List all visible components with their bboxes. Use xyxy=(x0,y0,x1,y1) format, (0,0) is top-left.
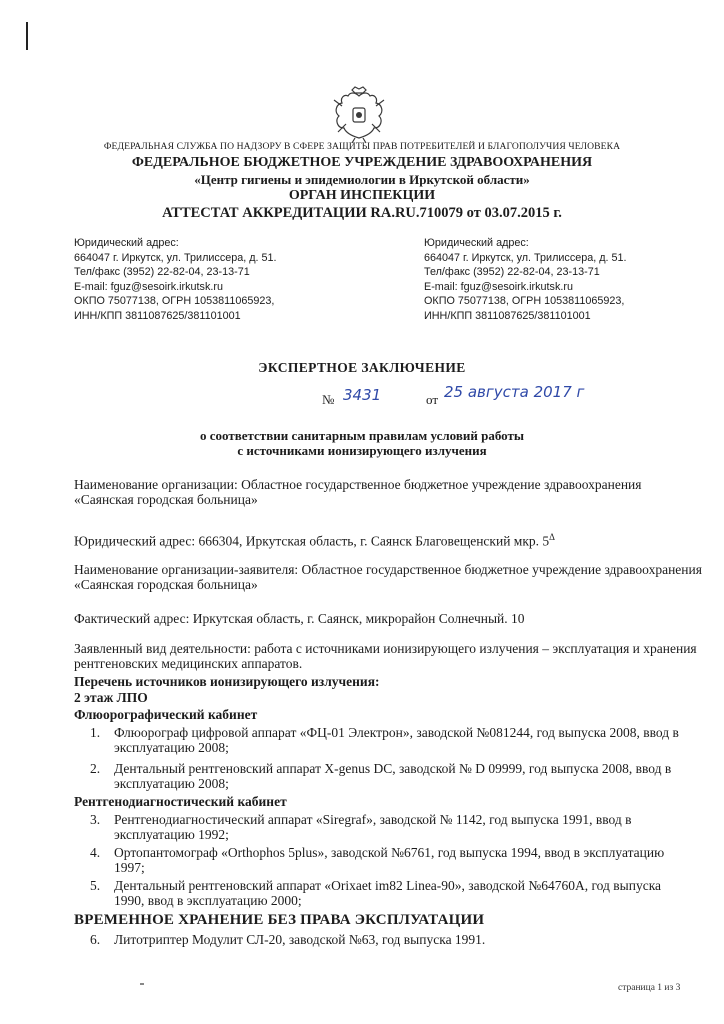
floor-label: 2 этаж ЛПО xyxy=(74,690,148,705)
list-item xyxy=(90,845,694,875)
list-item xyxy=(90,812,694,842)
applicant-name: Наименование организации-заявителя: Областное государственное бюджетное учреждение здравоохранения «Саянская городская больница» xyxy=(74,562,702,592)
address-block-left xyxy=(74,236,277,324)
list-item-number: 6. xyxy=(90,932,101,947)
list-item-text: Литотриптер Модулит СЛ-20, заводской №63, год выпуска 1991. xyxy=(114,932,486,947)
organization-name: Наименование организации: Областное государственное бюджетное учреждение здравоохранения «Саянская городская больница» xyxy=(74,477,642,507)
activity-type: Заявленный вид деятельности: работа с источниками ионизирующего излучения – эксплуатация и хранения рентгеновских медицинских аппаратов. xyxy=(74,641,697,671)
subject-line: с источниками ионизирующего излучения xyxy=(237,443,487,458)
list-item-number: 5. xyxy=(90,878,101,893)
address-line: Юридический адрес: xyxy=(74,237,179,249)
date-handwritten: 25 августа 2017 г xyxy=(444,383,585,401)
institution-name: ФЕДЕРАЛЬНОЕ БЮДЖЕТНОЕ УЧРЕЖДЕНИЕ ЗДРАВООХРАНЕНИЯ xyxy=(131,155,593,170)
organ-title: ОРГАН ИНСПЕКЦИИ xyxy=(288,188,436,203)
subject-line: о соответствии санитарным правилам условий работы xyxy=(199,428,525,443)
list-item xyxy=(90,725,694,755)
list-item-number: 1. xyxy=(90,725,101,740)
conclusion-title: ЭКСПЕРТНОЕ ЗАКЛЮЧЕНИЕ xyxy=(258,360,466,375)
scan-speck xyxy=(140,983,144,985)
conclusion-subject xyxy=(0,428,724,458)
handwritten-mark: Δ xyxy=(549,532,555,542)
page-number: страница 1 из 3 xyxy=(618,983,681,993)
list-item-text: Ортопантомограф «Orthophos 5plus», заводской №6761, год выпуска 1994, ввод в эксплуатацию 1997; xyxy=(114,845,665,875)
section-fluorography: Флюорографический кабинет xyxy=(74,707,258,722)
list-item xyxy=(90,878,694,908)
number-handwritten: 3431 xyxy=(343,386,382,404)
address-line: Юридический адрес: xyxy=(424,237,529,249)
address-line: Тел/факс (3952) 22-82-04, 23-13-71 xyxy=(424,266,600,279)
coat-of-arms-emblem xyxy=(328,86,390,144)
list-item-text: Флюорограф цифровой аппарат «ФЦ-01 Электрон», заводской №081244, год выпуска 2008, ввод в эксплуатацию 2008; xyxy=(114,725,679,755)
center-name: «Центр гигиены и эпидемиологии в Иркутской области» xyxy=(194,172,530,187)
margin-mark xyxy=(26,22,28,50)
legal-address xyxy=(74,530,704,549)
list-item-text: Рентгенодиагностический аппарат «Siregraf», заводской № 1142, год выпуска 1991, ввод в эксплуатацию 1992; xyxy=(114,812,632,842)
address-line: ИНН/КПП 3811087625/381101001 xyxy=(424,309,591,322)
list-item-text: Дентальный рентгеновский аппарат X-genus DC, заводской № D 09999, год выпуска 2008, ввод в эксплуатацию 2008; xyxy=(114,761,672,791)
address-line: ОКПО 75077138, ОГРН 1053811065923, xyxy=(424,295,625,308)
section-xray: Рентгенодиагностический кабинет xyxy=(74,794,287,809)
legal-address-text: Юридический адрес: 666304, Иркутская область, г. Саянск Благовещенский мкр. 5 xyxy=(74,533,550,549)
sources-list-heading: Перечень источников ионизирующего излучения: xyxy=(74,674,380,689)
section-temporary-storage: ВРЕМЕННОЕ ХРАНЕНИЕ БЕЗ ПРАВА ЭКСПЛУАТАЦИИ xyxy=(74,912,485,928)
address-line: E-mail: fguz@sesoirk.irkutsk.ru xyxy=(74,280,223,293)
list-item xyxy=(90,932,694,947)
number-label: № xyxy=(322,392,335,407)
address-line: ОКПО 75077138, ОГРН 1053811065923, xyxy=(74,295,275,308)
list-item-text: Дентальный рентгеновский аппарат «Orixaet im82 Linea-90», заводской №64760А, год выпуска 1990, ввод в эксплуатацию 2000; xyxy=(114,878,662,908)
address-line: 664047 г. Иркутск, ул. Трилиссера, д. 51. xyxy=(74,251,277,264)
agency-name: ФЕДЕРАЛЬНАЯ СЛУЖБА ПО НАДЗОРУ В СФЕРЕ ЗАЩИТЫ ПРАВ ПОТРЕБИТЕЛЕЙ И БЛАГОПОЛУЧИЯ ЧЕЛОВЕКА xyxy=(103,141,621,152)
address-line: E-mail: fguz@sesoirk.irkutsk.ru xyxy=(424,280,573,293)
address-block-right xyxy=(424,236,627,324)
list-item-number: 4. xyxy=(90,845,101,860)
address-line: ИНН/КПП 3811087625/381101001 xyxy=(74,309,241,322)
list-item-number: 3. xyxy=(90,812,101,827)
list-item xyxy=(90,761,694,791)
list-item-number: 2. xyxy=(90,761,101,776)
address-line: Тел/факс (3952) 22-82-04, 23-13-71 xyxy=(74,266,250,279)
address-line: 664047 г. Иркутск, ул. Трилиссера, д. 51. xyxy=(424,251,627,264)
accreditation-line: АТТЕСТАТ АККРЕДИТАЦИИ RA.RU.710079 от 03.07.2015 г. xyxy=(162,205,562,221)
date-label: от xyxy=(426,392,439,407)
actual-address: Фактический адрес: Иркутская область, г. Саянск, микрорайон Солнечный. 10 xyxy=(74,611,525,626)
